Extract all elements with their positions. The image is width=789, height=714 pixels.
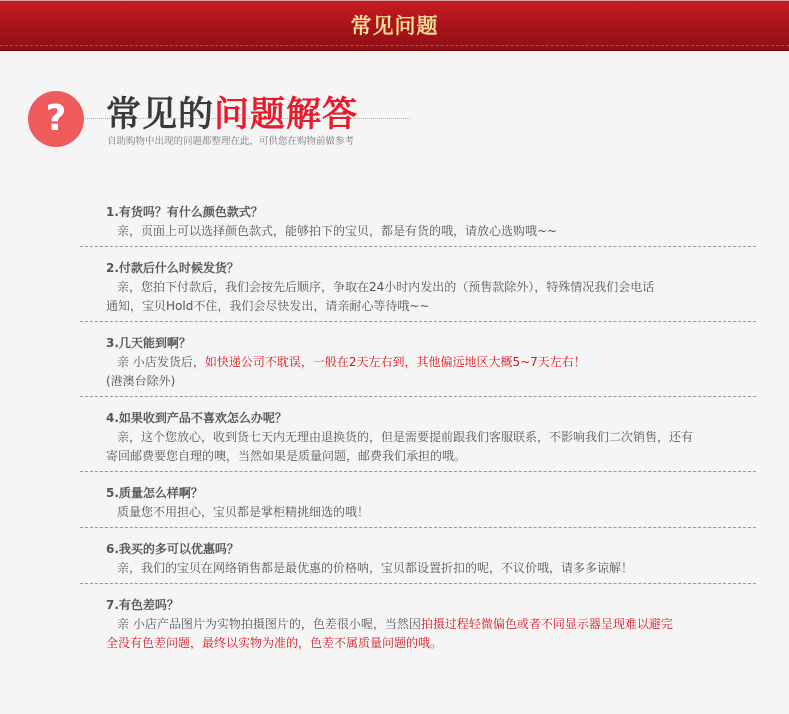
faq-answer-highlight: 如快递公司不耽误，一般在2天左右到，其他偏远地区大概5~7天左右！: [204, 355, 586, 369]
faq-item-1: [106, 203, 756, 241]
faq-question: 1.有货吗？有什么颜色款式？: [106, 205, 263, 219]
faq-question: 4.如果收到产品不喜欢怎么办呢？: [106, 411, 287, 425]
faq-divider: [80, 246, 756, 247]
faq-answer-line: 亲，您拍下付款后，我们会按先后顺序，争取在24小时内发出的（预售款除外），特殊情况我们会电话: [117, 280, 655, 294]
faq-answer-line: [106, 353, 756, 372]
page-subtitle: 自助购物中出现的问题都整理在此，可供您在购物前做参考: [107, 136, 355, 147]
faq-answer: [106, 428, 756, 466]
faq-answer: [106, 353, 756, 391]
faq-answer-highlight: 拍摄过程轻微偏色或者不同显示器呈现难以避完: [420, 617, 673, 631]
page-title-dark: 常见的: [106, 95, 215, 135]
faq-item-6: [106, 540, 756, 578]
faq-answer-line: (港澳台除外): [106, 374, 176, 388]
faq-answer-line: 寄回邮费要您自理的噢，当然如果是质量问题，邮费我们承担的哦。: [106, 449, 467, 463]
faq-question: 2.付款后什么时候发货？: [106, 261, 239, 275]
faq-item-3: [106, 334, 756, 391]
faq-divider: [80, 527, 756, 528]
faq-item-5: [106, 484, 756, 522]
faq-divider: [80, 396, 756, 397]
faq-answer-text: 亲 小店产品图片为实物拍摄图片的，色差很小喔，当然因: [117, 617, 421, 631]
faq-item-2: [106, 259, 756, 316]
faq-answer-text: 亲 小店发货后，: [117, 355, 205, 369]
faq-answer-line: 全没有色差问题，最终以实物为准的，色差不属质量问题的哦。: [106, 636, 443, 650]
faq-answer: 亲，页面上可以选择颜色款式，能够拍下的宝贝，都是有货的哦，请放心选购哦~~: [117, 224, 558, 238]
faq-answer: 质量您不用担心，宝贝都是掌柜精挑细选的哦！: [117, 505, 370, 519]
faq-divider: [80, 471, 756, 472]
faq-question: 7.有色差吗？: [106, 598, 179, 612]
faq-question: 3.几天能到啊？: [106, 336, 191, 350]
faq-answer-line: [106, 615, 756, 634]
banner-title: 常见问题: [350, 14, 439, 38]
faq-answer: 亲，我们的宝贝在网络销售都是最优惠的价格呐，宝贝都设置折扣的呢，不议价哦，请多多谅解！: [117, 561, 634, 575]
faq-answer: [106, 615, 756, 653]
faq-answer-line: 通知，宝贝Hold不住，我们会尽快发出，请亲耐心等待哦~~: [106, 299, 430, 313]
faq-answer: [106, 278, 756, 316]
page-title: [106, 87, 358, 137]
banner: [0, 0, 789, 51]
faq-question: 6.我买的多可以优惠吗？: [106, 542, 239, 556]
question-mark-icon: ?: [28, 91, 84, 147]
faq-item-4: [106, 409, 756, 466]
page-title-highlight: 问题解答: [214, 95, 359, 135]
faq-answer-line: 亲，这个您放心，收到货七天内无理由退换货的，但是需要提前跟我们客服联系，不影响我们二次销售，还有: [117, 430, 694, 444]
faq-divider: [80, 583, 756, 584]
faq-item-7: [106, 596, 756, 653]
faq-question: 5.质量怎么样啊？: [106, 486, 203, 500]
faq-divider: [80, 321, 756, 322]
